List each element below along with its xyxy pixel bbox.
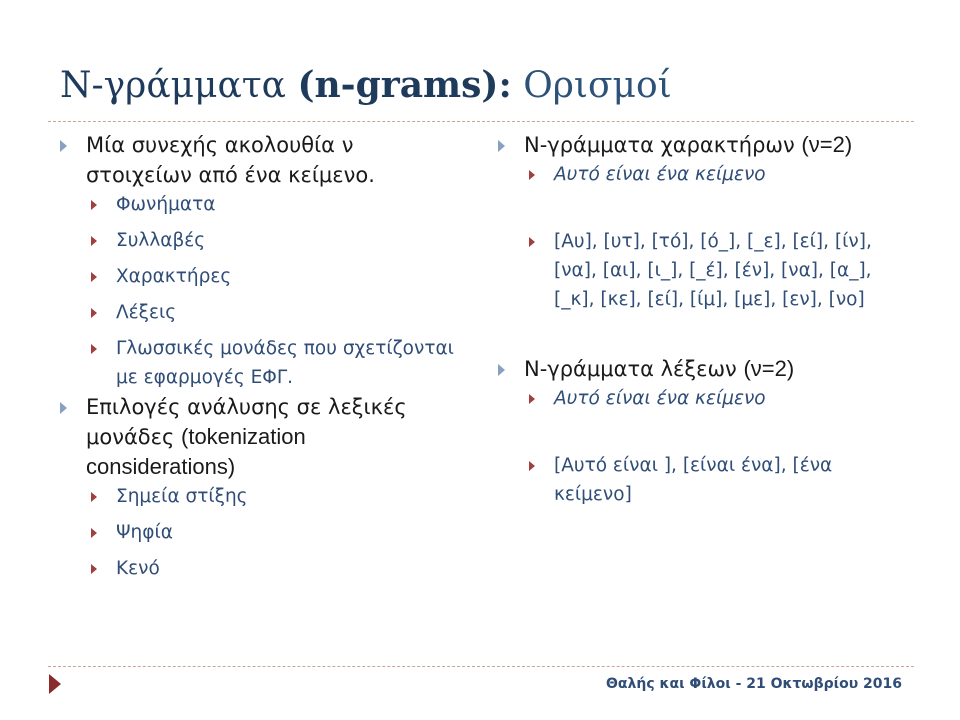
sub-arrow-icon — [529, 170, 535, 180]
ngram-list-text: [Αυτό είναι ], [είναι ένα], [ένα κείμενο] — [554, 455, 833, 505]
top-divider — [48, 121, 914, 122]
sub-label: Χαρακτήρες — [116, 266, 232, 287]
char-ngrams-n: (ν=2) — [801, 132, 853, 157]
sub-item-characters — [56, 262, 456, 291]
sub-arrow-icon — [91, 344, 97, 354]
left-column — [56, 130, 456, 583]
sub-item-punctuation — [56, 482, 456, 511]
sub-arrow-icon — [529, 237, 535, 247]
sub-item-phonemes — [56, 190, 456, 219]
sub-arrow-icon — [91, 236, 97, 246]
ngram-list-text: [Αυ], [υτ], [τό], [ό_], [_ε], [εί], [ίν], [να], [αι], [ι_], [_έ], [έν], [να], [α_], [_κ], [κε], [εί], [ίμ], [με], [εν], [νο] — [554, 231, 872, 310]
footer-text: Θαλής και Φίλοι - 21 Οκτωβρίου 2016 — [606, 676, 902, 692]
tokenization-english: (tokenization considerations) — [86, 424, 306, 479]
word-example — [494, 384, 894, 413]
sub-arrow-icon — [91, 272, 97, 282]
sub-label: Γλωσσικές μονάδες που σχετίζονται με εφαρμογές ΕΦΓ. — [116, 338, 454, 388]
word-ngrams-list — [494, 451, 894, 509]
example-text: Αυτό είναι ένα κείμενο — [554, 388, 766, 409]
bullet-arrow-icon — [60, 140, 67, 152]
sub-arrow-icon — [91, 200, 97, 210]
bullet-tokenization — [56, 392, 456, 482]
bullet-arrow-icon — [498, 140, 505, 152]
sub-arrow-icon — [91, 528, 97, 538]
sub-label: Φωνήματα — [116, 194, 216, 215]
word-ngrams-n: (ν=2) — [743, 356, 795, 381]
sub-item-digits — [56, 518, 456, 547]
example-text: Αυτό είναι ένα κείμενο — [554, 164, 766, 185]
char-ngrams-label: N-γράμματα χαρακτήρων — [524, 133, 795, 157]
footer-triangle-icon — [49, 674, 61, 694]
title-part-greek: N-γράμματα — [60, 65, 286, 106]
sub-item-linguistic-units — [56, 334, 456, 392]
char-ngrams-list — [494, 227, 894, 314]
title-part-english: (n-grams): — [297, 64, 512, 106]
right-column — [494, 130, 894, 509]
sub-label: Κενό — [116, 558, 160, 579]
tokenization-greek: Επιλογές ανάλυσης σε λεξικές μονάδες — [86, 395, 407, 449]
sub-arrow-icon — [529, 461, 535, 471]
sub-arrow-icon — [529, 394, 535, 404]
sub-item-words — [56, 298, 456, 327]
word-ngrams-label: N-γράμματα λέξεων — [524, 357, 737, 381]
sub-arrow-icon — [91, 564, 97, 574]
sub-label: Συλλαβές — [116, 230, 206, 251]
sub-label: Ψηφία — [116, 522, 173, 543]
bullet-word-ngrams — [494, 354, 894, 384]
bullet-arrow-icon — [60, 402, 67, 414]
slide-title — [60, 64, 672, 106]
definition-text: Μία συνεχής ακολουθία ν στοιχείων από ένα κείμενο. — [86, 133, 375, 187]
bottom-divider — [48, 666, 914, 667]
sub-item-syllables — [56, 226, 456, 255]
char-example — [494, 160, 894, 189]
bullet-arrow-icon — [498, 364, 505, 376]
sub-item-whitespace — [56, 554, 456, 583]
sub-label: Σημεία στίξης — [116, 486, 248, 507]
sub-arrow-icon — [91, 492, 97, 502]
sub-label: Λέξεις — [116, 302, 177, 323]
bullet-definition — [56, 130, 456, 190]
sub-arrow-icon — [91, 308, 97, 318]
title-part-definitions: Ορισμοί — [523, 65, 672, 106]
bullet-char-ngrams — [494, 130, 894, 160]
